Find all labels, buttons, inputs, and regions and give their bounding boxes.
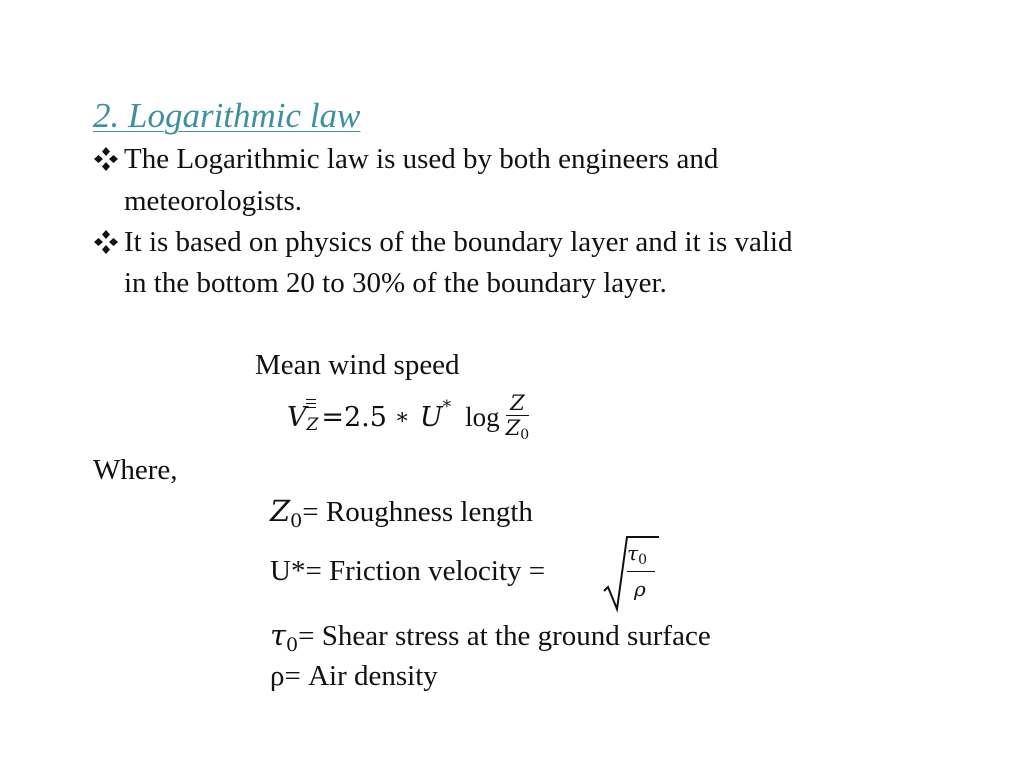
velocity-symbol: V bbox=[287, 401, 307, 433]
sqrt-denominator: ρ bbox=[634, 577, 646, 601]
log-law-formula bbox=[287, 384, 529, 450]
mean-overbars bbox=[306, 399, 316, 409]
bullet-1-line-2: meteorologists. bbox=[124, 185, 303, 217]
multiply-operator: ∗ bbox=[394, 404, 410, 430]
where-label: Where, bbox=[93, 454, 178, 486]
fraction-denominator-subscript: 0 bbox=[520, 427, 530, 443]
mean-velocity-symbol bbox=[287, 402, 318, 433]
height-ratio-fraction bbox=[506, 392, 530, 442]
sqrt-numerator-subscript: 0 bbox=[638, 552, 647, 568]
log-function: log bbox=[465, 401, 500, 432]
friction-velocity-superscript: * bbox=[442, 397, 452, 417]
definition-roughness-length bbox=[270, 494, 533, 532]
friction-velocity-sqrt-expression bbox=[603, 535, 663, 613]
definition-shear-stress bbox=[270, 618, 711, 656]
sqrt-numerator-symbol: τ bbox=[627, 541, 639, 565]
equals-sign: = bbox=[321, 401, 344, 433]
four-diamond-bullet-icon bbox=[93, 146, 119, 172]
formula-caption: Mean wind speed bbox=[255, 349, 460, 381]
shear-subscript: 0 bbox=[286, 634, 299, 656]
slide-heading: 2. Logarithmic law bbox=[93, 96, 361, 135]
bullet-2-line-1: It is based on physics of the boundary layer and it is valid bbox=[124, 226, 793, 258]
roughness-text: = Roughness length bbox=[302, 496, 533, 528]
roughness-subscript: 0 bbox=[290, 510, 303, 532]
sqrt-fraction-bar bbox=[627, 571, 655, 572]
fraction-numerator: Z bbox=[510, 391, 525, 415]
roughness-symbol: Z bbox=[270, 494, 291, 528]
four-diamond-bullet-icon bbox=[93, 229, 119, 255]
bullet-2-line-2: in the bottom 20 to 30% of the boundary layer. bbox=[124, 267, 667, 299]
friction-velocity-symbol: U bbox=[419, 401, 443, 433]
definition-air-density: ρ= Air density bbox=[270, 660, 438, 692]
shear-text: = Shear stress at the ground surface bbox=[298, 620, 711, 652]
bullet-1-line-1: The Logarithmic law is used by both engineers and bbox=[124, 143, 719, 175]
velocity-subscript: Z bbox=[306, 414, 319, 435]
shear-symbol: τ bbox=[270, 618, 287, 652]
constant-value: 2.5 bbox=[343, 401, 387, 433]
fraction-denominator: Z bbox=[505, 416, 521, 440]
definition-friction-velocity-text: U*= Friction velocity = bbox=[270, 555, 546, 587]
